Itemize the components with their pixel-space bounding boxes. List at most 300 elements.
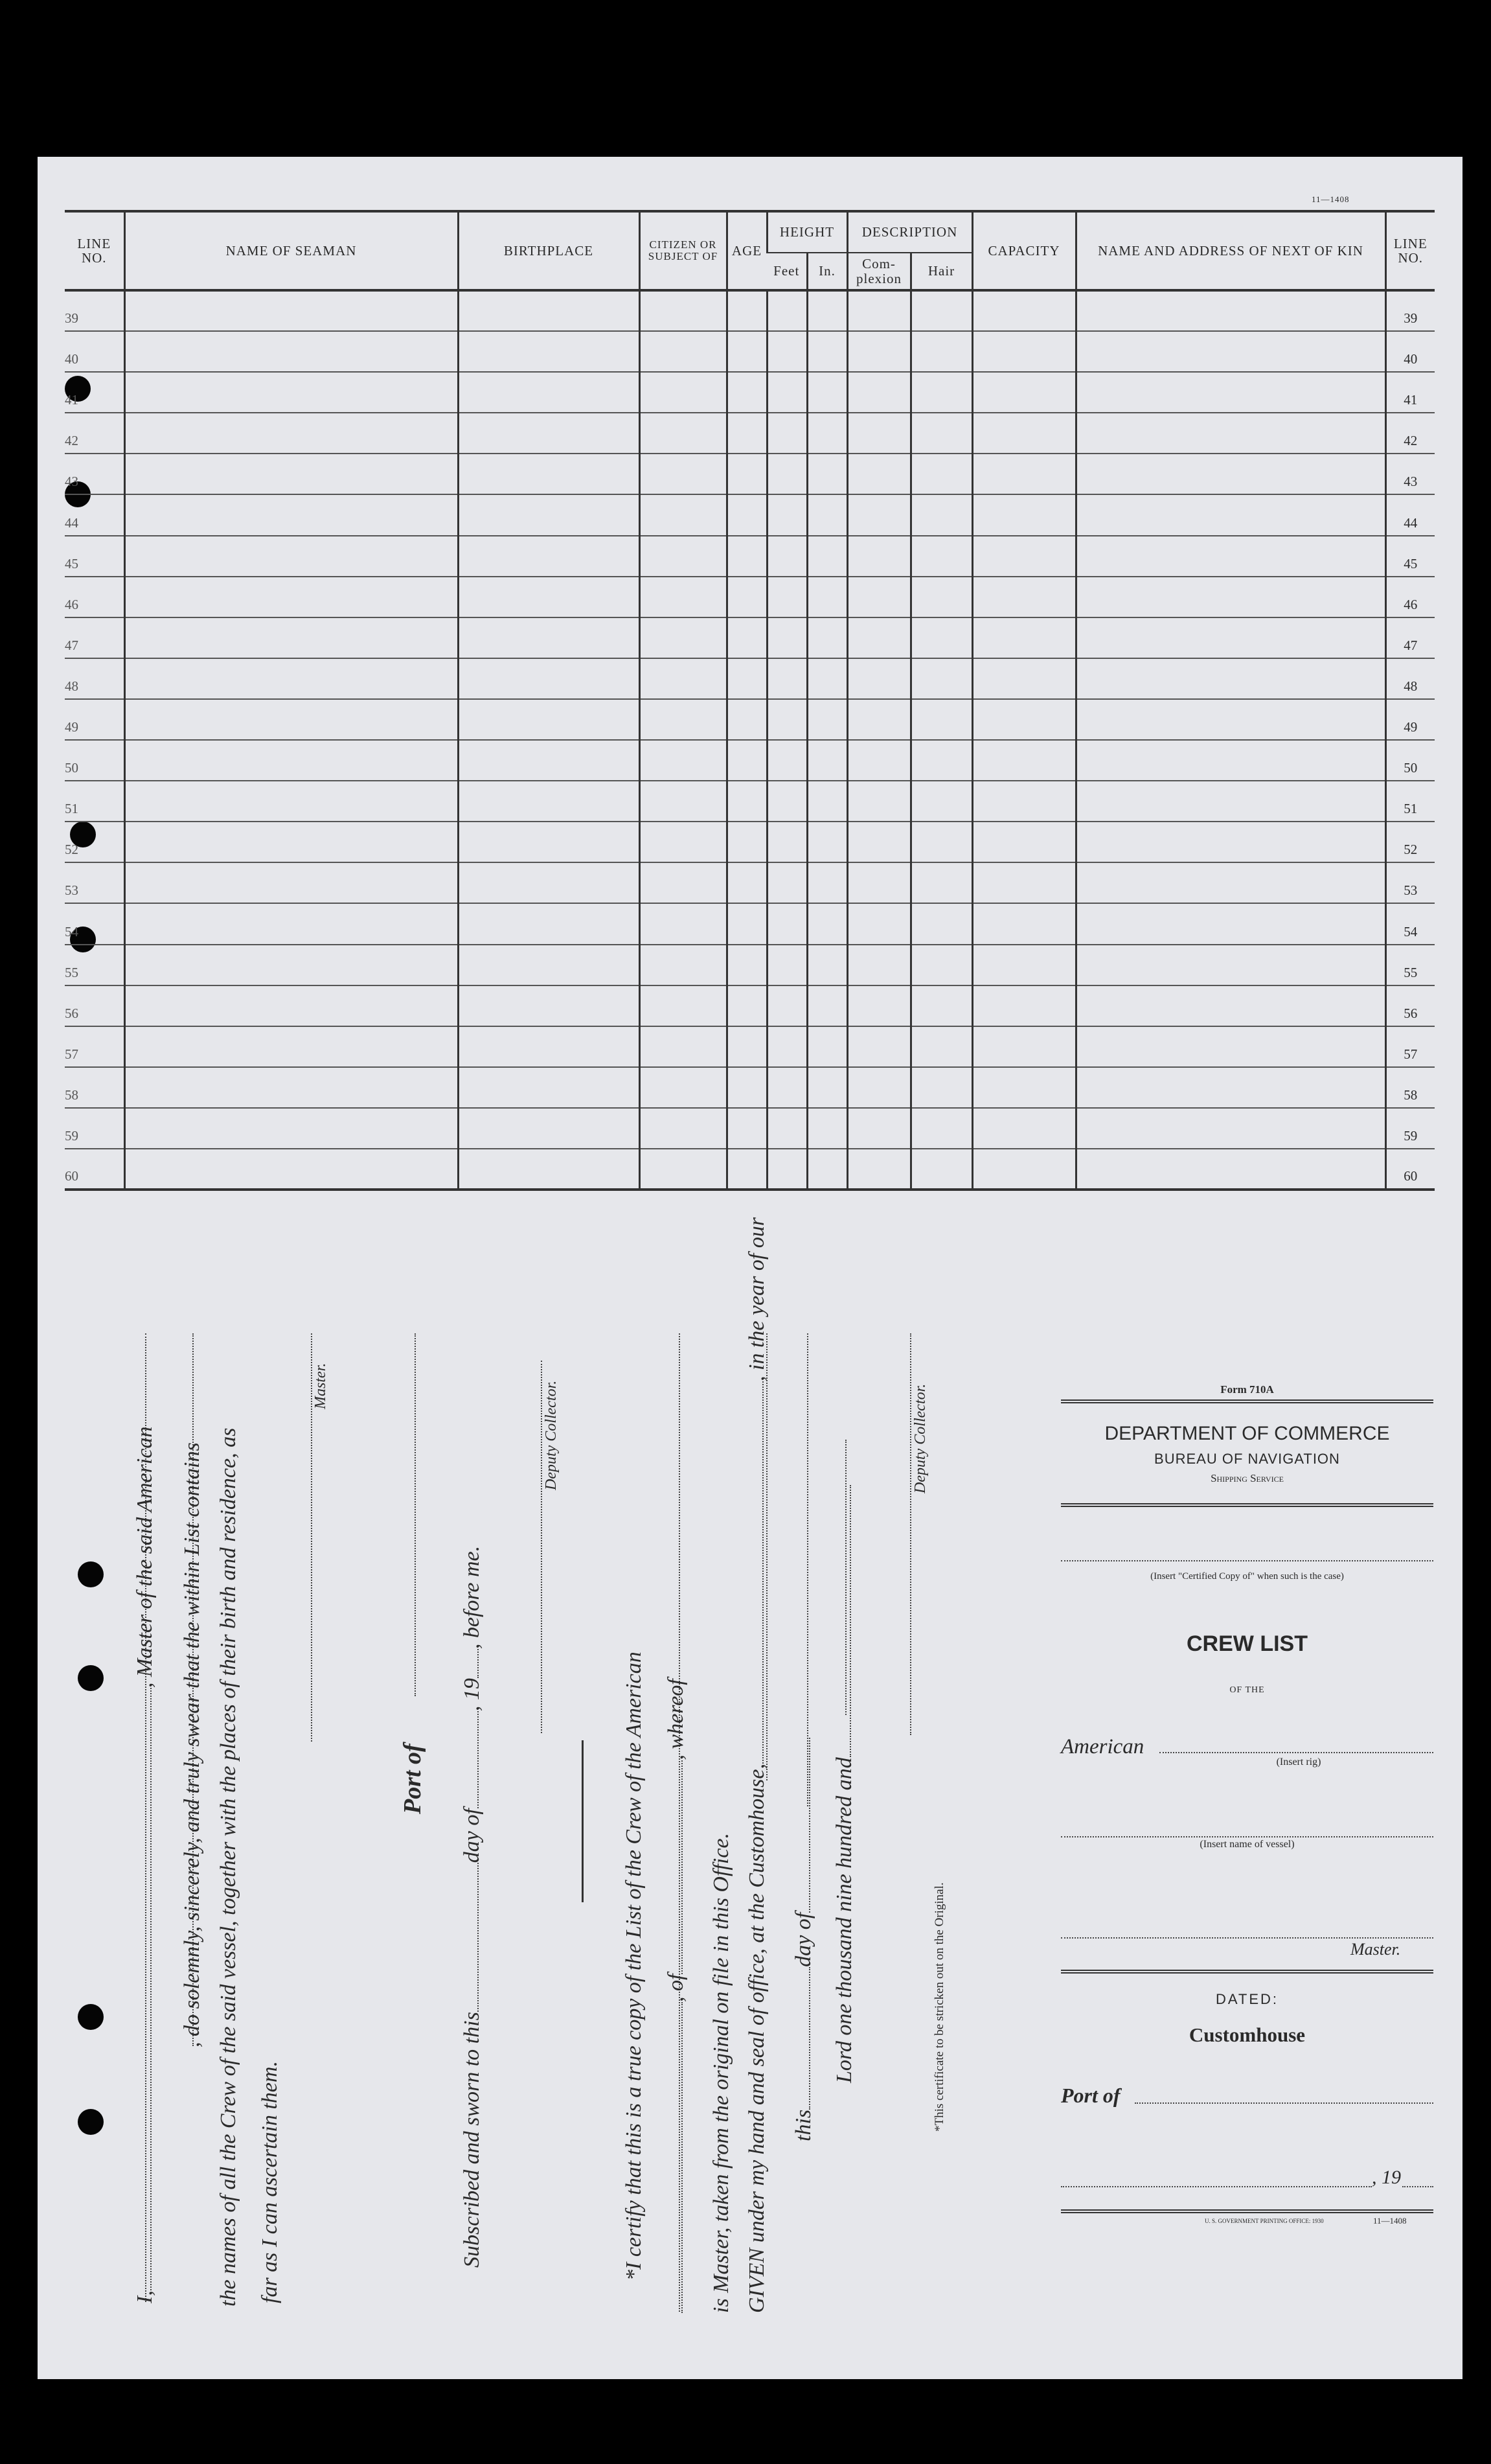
entry-cell	[727, 290, 767, 331]
entry-cell	[1076, 577, 1385, 617]
entry-cell	[124, 331, 458, 372]
line-number-left: 41	[65, 372, 124, 413]
date-line	[1061, 2170, 1372, 2187]
bureau: BUREAU OF NAVIGATION	[1154, 1451, 1340, 1467]
entry-cell	[1076, 454, 1385, 494]
table-row	[65, 903, 1435, 944]
entry-cell	[767, 617, 807, 658]
entry-cell	[727, 945, 767, 985]
entry-cell	[847, 494, 911, 535]
port-of-label: Port of	[399, 1744, 426, 1814]
entry-cell	[847, 1149, 911, 1190]
entry-cell	[767, 740, 807, 781]
entry-cell	[767, 290, 807, 331]
line-number-right: 48	[1385, 658, 1435, 699]
entry-cell	[911, 1067, 972, 1108]
entry-cell	[727, 862, 767, 903]
entry-cell	[807, 1026, 847, 1067]
blank-line	[807, 1333, 808, 1806]
entry-cell	[911, 945, 972, 985]
entry-cell	[1076, 1067, 1385, 1108]
entry-cell	[458, 822, 639, 862]
entry-cell	[639, 985, 727, 1026]
entry-cell	[458, 454, 639, 494]
entry-cell	[458, 331, 639, 372]
line-number-right: 44	[1385, 494, 1435, 535]
entry-cell	[727, 1067, 767, 1108]
oath-line-3: the names of all the Crew of the said vessel, together with the places of their birth and residence, as	[216, 1427, 240, 2307]
entry-cell	[807, 331, 847, 372]
entry-cell	[807, 699, 847, 740]
entry-cell	[767, 822, 807, 862]
entry-cell	[767, 454, 807, 494]
entry-cell	[911, 699, 972, 740]
entry-cell	[847, 822, 911, 862]
entry-cell	[458, 494, 639, 535]
table-row	[65, 536, 1435, 577]
table-row	[65, 781, 1435, 822]
entry-cell	[847, 413, 911, 454]
line-number-right: 52	[1385, 822, 1435, 862]
entry-cell	[972, 781, 1076, 822]
entry-cell	[124, 536, 458, 577]
table-row	[65, 985, 1435, 1026]
entry-cell	[972, 536, 1076, 577]
entry-cell	[972, 1108, 1076, 1149]
entry-cell	[911, 413, 972, 454]
entry-cell	[1076, 536, 1385, 577]
header-name-of-seaman: NAME OF SEAMAN	[124, 211, 458, 290]
entry-cell	[911, 658, 972, 699]
entry-cell	[124, 1026, 458, 1067]
entry-cell	[847, 903, 911, 944]
entry-cell	[767, 536, 807, 577]
entry-cell	[807, 577, 847, 617]
entry-cell	[972, 331, 1076, 372]
certified-copy-line	[1061, 1560, 1433, 1561]
entry-cell	[639, 1067, 727, 1108]
entry-cell	[847, 658, 911, 699]
entry-cell	[458, 658, 639, 699]
lord-line: Lord one thousand nine hundred and	[832, 1485, 857, 2083]
line-number-right: 51	[1385, 781, 1435, 822]
line-number-right: 55	[1385, 945, 1435, 985]
entry-cell	[972, 862, 1076, 903]
entry-cell	[847, 945, 911, 985]
entry-cell	[911, 781, 972, 822]
entry-cell	[972, 985, 1076, 1026]
line-number-left: 56	[65, 985, 124, 1026]
line-number-left: 40	[65, 331, 124, 372]
line-number-right: 56	[1385, 985, 1435, 1026]
entry-cell	[911, 1026, 972, 1067]
entry-cell	[972, 699, 1076, 740]
entry-cell	[458, 577, 639, 617]
entry-cell	[911, 372, 972, 413]
line-number-left: 43	[65, 454, 124, 494]
entry-cell	[911, 290, 972, 331]
oath-line-2: , do solemnly, sincerely, and truly swear that the within List contains	[180, 1442, 204, 2047]
entry-cell	[972, 494, 1076, 535]
line-number-left: 47	[65, 617, 124, 658]
department: DEPARTMENT OF COMMERCE	[1104, 1423, 1390, 1444]
line-number-right: 50	[1385, 740, 1435, 781]
entry-cell	[124, 699, 458, 740]
rule	[1061, 1503, 1433, 1507]
entry-cell	[727, 454, 767, 494]
entry-cell	[911, 1149, 972, 1190]
line-number-left: 44	[65, 494, 124, 535]
rule	[1061, 1970, 1433, 1974]
entry-cell	[727, 1108, 767, 1149]
entry-cell	[1076, 985, 1385, 1026]
entry-cell	[847, 372, 911, 413]
entry-cell	[911, 454, 972, 494]
entry-cell	[639, 740, 727, 781]
blank-line	[910, 1333, 911, 1735]
entry-cell	[639, 617, 727, 658]
entry-cell	[458, 536, 639, 577]
punch-hole	[78, 2109, 104, 2135]
entry-cell	[458, 372, 639, 413]
rule	[1061, 2209, 1433, 2213]
entry-cell	[124, 781, 458, 822]
entry-cell	[458, 413, 639, 454]
form-reference-top: 11—1408	[1312, 194, 1350, 204]
line-number-right: 60	[1385, 1149, 1435, 1190]
entry-cell	[807, 413, 847, 454]
header-description: DESCRIPTION	[847, 211, 972, 253]
entry-cell	[911, 985, 972, 1026]
table-row	[65, 1149, 1435, 1190]
certify-line-2: , of, whereof	[664, 1679, 689, 2313]
table-row	[65, 494, 1435, 535]
entry-cell	[124, 372, 458, 413]
entry-cell	[847, 577, 911, 617]
entry-cell	[767, 577, 807, 617]
entry-cell	[972, 577, 1076, 617]
line-number-left: 45	[65, 536, 124, 577]
entry-cell	[911, 1108, 972, 1149]
entry-cell	[639, 494, 727, 535]
entry-cell	[807, 1149, 847, 1190]
separator-line	[582, 1740, 584, 1902]
entry-cell	[727, 740, 767, 781]
line-number-left: 53	[65, 862, 124, 903]
entry-cell	[767, 331, 807, 372]
table-row	[65, 372, 1435, 413]
entry-cell	[727, 699, 767, 740]
header-next-of-kin: NAME AND ADDRESS OF NEXT OF KIN	[1076, 211, 1385, 290]
entry-cell	[911, 577, 972, 617]
entry-cell	[807, 903, 847, 944]
header-in: In.	[807, 253, 847, 290]
entry-cell	[458, 290, 639, 331]
entry-cell	[124, 494, 458, 535]
entry-cell	[124, 740, 458, 781]
entry-cell	[807, 862, 847, 903]
entry-cell	[767, 1108, 807, 1149]
header-height: HEIGHT	[767, 211, 847, 253]
certify-line-1: *I certify that this is a true copy of the List of the Crew of the American	[622, 1652, 646, 2281]
table-row	[65, 945, 1435, 985]
entry-cell	[1076, 699, 1385, 740]
entry-cell	[639, 781, 727, 822]
crew-table	[65, 210, 1435, 1191]
header-feet: Feet	[767, 253, 807, 290]
table-row	[65, 658, 1435, 699]
line-number-left: 55	[65, 945, 124, 985]
entry-cell	[807, 658, 847, 699]
entry-cell	[639, 577, 727, 617]
entry-cell	[639, 536, 727, 577]
entry-cell	[727, 372, 767, 413]
entry-cell	[639, 658, 727, 699]
line-number-right: 58	[1385, 1067, 1435, 1108]
entry-cell	[458, 740, 639, 781]
entry-cell	[911, 536, 972, 577]
master-label: Master.	[1350, 1940, 1401, 1959]
master-signature-label: Master.	[312, 1363, 329, 1409]
entry-cell	[1076, 903, 1385, 944]
entry-cell	[727, 494, 767, 535]
entry-cell	[972, 290, 1076, 331]
line-number-right: 54	[1385, 903, 1435, 944]
entry-cell	[972, 822, 1076, 862]
table-row	[65, 699, 1435, 740]
entry-cell	[767, 862, 807, 903]
this-day-line: thisday of	[791, 1738, 816, 2141]
entry-cell	[639, 290, 727, 331]
entry-cell	[639, 331, 727, 372]
entry-cell	[911, 494, 972, 535]
table-row	[65, 454, 1435, 494]
form-reference-bottom: 11—1408	[1373, 2216, 1407, 2226]
nineteen-label: , 19	[1372, 2167, 1401, 2188]
entry-cell	[911, 903, 972, 944]
entry-cell	[911, 617, 972, 658]
table-row	[65, 740, 1435, 781]
entry-cell	[807, 454, 847, 494]
entry-cell	[124, 454, 458, 494]
entry-cell	[639, 454, 727, 494]
entry-cell	[972, 617, 1076, 658]
entry-cell	[807, 822, 847, 862]
printer-imprint: U. S. GOVERNMENT PRINTING OFFICE: 1930	[1205, 2218, 1324, 2224]
entry-cell	[727, 577, 767, 617]
entry-cell	[458, 699, 639, 740]
table-row	[65, 1067, 1435, 1108]
oath-line-4: far as I can ascertain them.	[258, 2061, 282, 2303]
line-number-right: 41	[1385, 372, 1435, 413]
entry-cell	[767, 945, 807, 985]
line-number-left: 57	[65, 1026, 124, 1067]
entry-cell	[639, 413, 727, 454]
vessel-name-line	[1061, 1821, 1433, 1837]
line-number-left: 39	[65, 290, 124, 331]
insert-rig-note: (Insert rig)	[1276, 1756, 1321, 1767]
entry-cell	[847, 536, 911, 577]
entry-cell	[1076, 1026, 1385, 1067]
entry-cell	[458, 1108, 639, 1149]
header-line-no: LINE NO.	[65, 211, 124, 290]
entry-cell	[972, 1149, 1076, 1190]
header-complexion: Com-plexion	[847, 253, 911, 290]
entry-cell	[727, 536, 767, 577]
entry-cell	[124, 1067, 458, 1108]
punch-hole	[78, 2004, 104, 2030]
entry-cell	[911, 822, 972, 862]
entry-cell	[767, 985, 807, 1026]
entry-cell	[972, 372, 1076, 413]
entry-cell	[124, 822, 458, 862]
entry-cell	[124, 1149, 458, 1190]
entry-cell	[124, 413, 458, 454]
entry-cell	[1076, 740, 1385, 781]
entry-cell	[1076, 494, 1385, 535]
entry-cell	[972, 903, 1076, 944]
entry-cell	[727, 985, 767, 1026]
line-number-right: 46	[1385, 577, 1435, 617]
form-number: Form 710A	[1220, 1383, 1274, 1396]
header-capacity: CAPACITY	[972, 211, 1076, 290]
entry-cell	[727, 617, 767, 658]
line-number-left: 46	[65, 577, 124, 617]
deputy-collector-label-2: Deputy Collector.	[912, 1383, 929, 1493]
entry-cell	[639, 1026, 727, 1067]
header-age: AGE	[727, 211, 767, 290]
entry-cell	[767, 1026, 807, 1067]
of-the: OF THE	[1229, 1685, 1265, 1695]
entry-cell	[847, 1108, 911, 1149]
entry-cell	[1076, 781, 1385, 822]
entry-cell	[807, 1067, 847, 1108]
header-citizen: CITIZEN OR SUBJECT OF	[639, 211, 727, 290]
line-number-right: 53	[1385, 862, 1435, 903]
entry-cell	[807, 985, 847, 1026]
entry-cell	[972, 945, 1076, 985]
entry-cell	[458, 1026, 639, 1067]
entry-cell	[807, 494, 847, 535]
certify-line-3: is Master, taken from the original on file in this Office.	[709, 1832, 733, 2313]
entry-cell	[458, 903, 639, 944]
line-number-left: 49	[65, 699, 124, 740]
master-line	[1061, 1922, 1433, 1939]
entry-cell	[458, 781, 639, 822]
entry-cell	[639, 1149, 727, 1190]
line-number-left: 52	[65, 822, 124, 862]
entry-cell	[767, 903, 807, 944]
entry-cell	[1076, 372, 1385, 413]
dated-label: DATED:	[1215, 1991, 1279, 2007]
entry-cell	[847, 1026, 911, 1067]
entry-cell	[911, 331, 972, 372]
deputy-collector-label: Deputy Collector.	[543, 1380, 560, 1490]
entry-cell	[124, 290, 458, 331]
oath-line-1: I,, Master of the said American	[133, 1426, 157, 2303]
entry-cell	[807, 945, 847, 985]
entry-cell	[767, 699, 807, 740]
table-row	[65, 413, 1435, 454]
entry-cell	[807, 1108, 847, 1149]
table-row	[65, 577, 1435, 617]
entry-cell	[124, 577, 458, 617]
line-number-right: 42	[1385, 413, 1435, 454]
entry-cell	[767, 781, 807, 822]
entry-cell	[1076, 413, 1385, 454]
entry-cell	[767, 372, 807, 413]
blank-line	[541, 1361, 542, 1733]
service: Shipping Service	[1211, 1472, 1284, 1484]
entry-cell	[727, 781, 767, 822]
line-number-left: 60	[65, 1149, 124, 1190]
entry-cell	[458, 985, 639, 1026]
entry-cell	[807, 372, 847, 413]
footnote: *This certificate to be stricken out on the Original.	[933, 1882, 946, 2132]
line-number-left: 50	[65, 740, 124, 781]
entry-cell	[1076, 1108, 1385, 1149]
rig-line	[1159, 1736, 1433, 1753]
entry-cell	[727, 1026, 767, 1067]
entry-cell	[639, 372, 727, 413]
insert-certified-note: (Insert "Certified Copy of" when such is the case)	[1150, 1571, 1344, 1582]
entry-cell	[972, 658, 1076, 699]
entry-cell	[767, 1149, 807, 1190]
blank-line	[415, 1333, 416, 1696]
entry-cell	[847, 454, 911, 494]
entry-cell	[972, 740, 1076, 781]
port-line	[1135, 2086, 1433, 2104]
entry-cell	[1076, 617, 1385, 658]
entry-cell	[727, 413, 767, 454]
entry-cell	[727, 903, 767, 944]
table-row	[65, 331, 1435, 372]
entry-cell	[911, 862, 972, 903]
entry-cell	[807, 290, 847, 331]
entry-cell	[1076, 658, 1385, 699]
line-number-left: 48	[65, 658, 124, 699]
entry-cell	[847, 1067, 911, 1108]
table-row	[65, 1026, 1435, 1067]
entry-cell	[1076, 331, 1385, 372]
entry-cell	[124, 1108, 458, 1149]
table-row	[65, 617, 1435, 658]
header-hair: Hair	[911, 253, 972, 290]
line-number-left: 42	[65, 413, 124, 454]
entry-cell	[727, 658, 767, 699]
entry-cell	[727, 331, 767, 372]
entry-cell	[807, 617, 847, 658]
punch-hole	[78, 1561, 104, 1587]
line-number-right: 40	[1385, 331, 1435, 372]
entry-cell	[124, 617, 458, 658]
entry-cell	[847, 862, 911, 903]
line-number-right: 45	[1385, 536, 1435, 577]
entry-cell	[807, 740, 847, 781]
entry-cell	[1076, 290, 1385, 331]
entry-cell	[458, 945, 639, 985]
subscribed-sworn: Subscribed and sworn to thisday of, 19, before me.	[460, 1545, 484, 2268]
punch-hole	[78, 1665, 104, 1691]
entry-cell	[639, 699, 727, 740]
entry-cell	[807, 781, 847, 822]
entry-cell	[458, 1067, 639, 1108]
entry-cell	[847, 617, 911, 658]
rule	[1061, 1399, 1433, 1403]
header-line-no-right: LINE NO.	[1385, 211, 1435, 290]
header-birthplace: BIRTHPLACE	[458, 211, 639, 290]
port-of-label-cover: Port of	[1061, 2084, 1121, 2107]
